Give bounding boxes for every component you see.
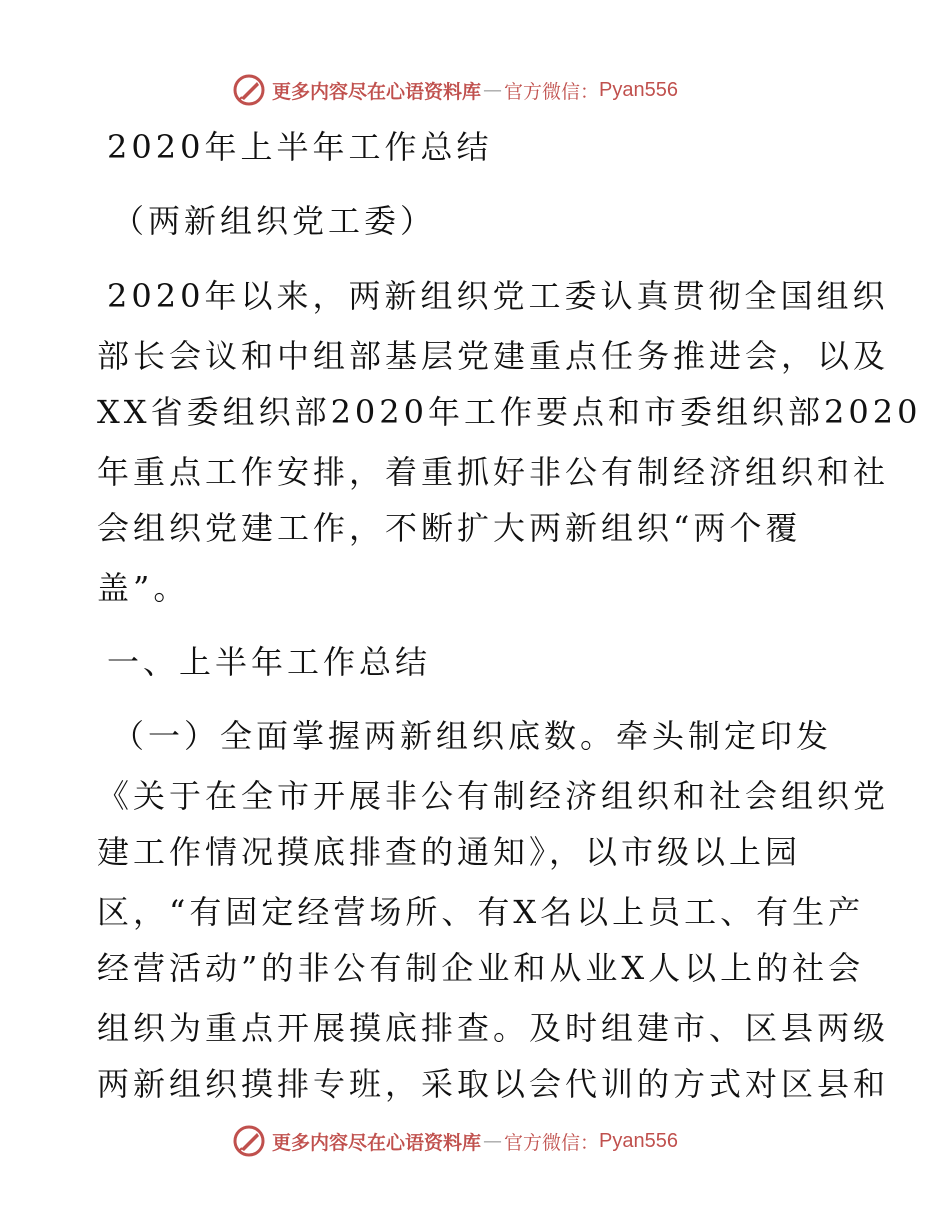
section-line: 《关于在全市开展非公有制经济组织和社会组织党 (97, 777, 890, 815)
section-line: （一）全面掌握两新组织底数。牵头制定印发 (112, 717, 833, 755)
section-heading: 一、上半年工作总结 (107, 643, 432, 681)
intro-line: 年重点工作安排，着重抓好非公有制经济组织和社 (97, 453, 890, 491)
section-line: 建工作情况摸底排查的通知》，以市级以上园 (97, 833, 802, 871)
watermark-separator: — (483, 79, 503, 101)
section-line: 两新组织摸排专班，采取以会代训的方式对区县和 (97, 1065, 890, 1103)
quill-logo-icon (232, 73, 266, 107)
watermark-sub-text: 官方微信： (504, 1131, 600, 1154)
document-subtitle: （两新组织党工委） (112, 202, 437, 240)
watermark-header (232, 73, 678, 107)
watermark-separator: — (483, 1130, 503, 1152)
quill-logo-icon (232, 1124, 266, 1158)
section-line: 区，“有固定经营场所、有X名以上员工、有生产 (97, 893, 865, 931)
watermark-wechat-id: Pyan556 (599, 78, 678, 101)
intro-line: 盖”。 (97, 569, 190, 607)
document-title: 2020年上半年工作总结 (107, 128, 493, 166)
watermark-main-text: 更多内容尽在心语资料库 (272, 80, 482, 103)
intro-line: 2020年以来，两新组织党工委认真贯彻全国组织 (107, 277, 889, 315)
watermark-main-text: 更多内容尽在心语资料库 (272, 1131, 482, 1154)
section-line: 组织为重点开展摸底排查。及时组建市、区县两级 (97, 1009, 890, 1047)
watermark-sub-text: 官方微信： (504, 80, 600, 103)
section-line: 经营活动”的非公有制企业和从业X人以上的社会 (97, 949, 865, 987)
watermark-footer (232, 1124, 678, 1158)
intro-line: 部长会议和中组部基层党建重点任务推进会，以及 (97, 337, 890, 375)
intro-line: 会组织党建工作，不断扩大两新组织“两个覆 (97, 509, 802, 547)
intro-line: XX省委组织部2020年工作要点和市委组织部2020 (97, 393, 922, 431)
watermark-wechat-id: Pyan556 (599, 1129, 678, 1152)
